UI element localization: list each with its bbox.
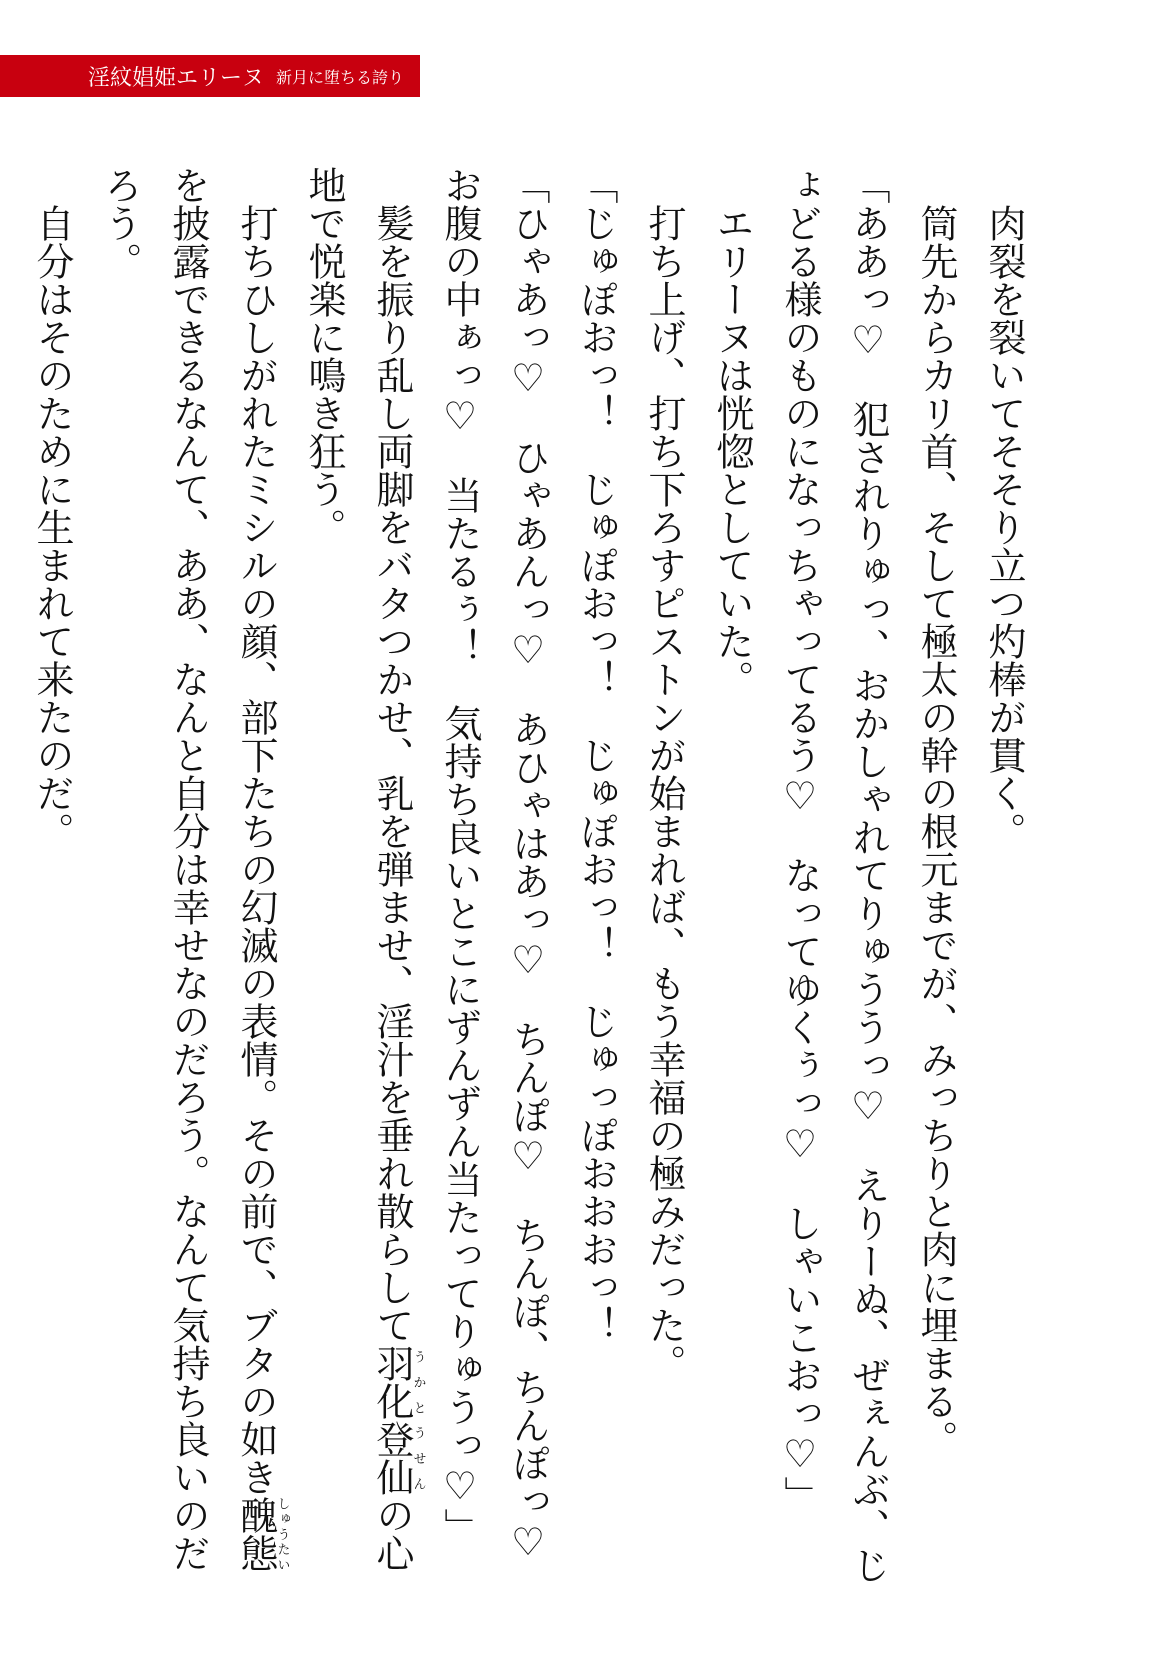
paragraph-text: 打ちひしがれたミシルの顔、部下たちの幻滅の表情。その前で、ブタの如き xyxy=(234,204,278,1496)
ruby-reading: うかとうせん xyxy=(410,1344,426,1496)
dialogue-paragraph: 「ああっ♡ 犯されりゅっ、おかしゃれてりゅううっ♡ えりーぬ、ぜぇんぶ、じょどる様のものになっちゃってるう♡ なってゆくぅっ♡ しゃいこおっ♡」 xyxy=(778,166,890,1584)
paragraph-text: の心地で悦楽に鳴き狂う。 xyxy=(302,166,414,1572)
book-title: 淫紋娼姫エリーヌ xyxy=(88,65,265,91)
paragraph-text: 髪を振り乱し両脚をバタつかせ、乳を弾ませ、淫汁を垂れ散らして xyxy=(370,204,414,1344)
book-subtitle: 新月に堕ちる誇り xyxy=(276,67,405,87)
dialogue-paragraph: 「ひゃあっ♡ ひゃあんっ♡ あひゃはあっ♡ ちんぽ♡ ちんぽ、ちんぽっ♡ お腹の中ぁっ♡ 当たるぅ！ 気持ち良いとこにずんずん当たってりゅうっ♡」 xyxy=(438,166,550,1602)
paragraph: 自分はそのために生まれて来たのだ。 xyxy=(30,204,74,850)
vertical-text-body xyxy=(18,166,1038,1606)
dialogue-paragraph: 「じゅぽおっ！ じゅぽおっ！ じゅぽおっ！ じゅっぽおおおっ！ xyxy=(574,166,618,1344)
ruby-base: 羽化登仙 xyxy=(370,1344,414,1496)
running-header xyxy=(0,55,420,97)
paragraph: 肉裂を裂いてそそり立つ灼棒が貫く。 xyxy=(982,204,1026,850)
ruby-base: 醜態 xyxy=(234,1496,278,1572)
paragraph: 打ち上げ、打ち下ろすピストンが始まれば、もう幸福の極みだった。 xyxy=(642,204,686,1382)
ruby-annotation xyxy=(234,1496,290,1572)
paragraph-with-ruby xyxy=(86,166,290,1606)
paragraph: エリーヌは恍惚としていた。 xyxy=(710,204,754,698)
ruby-annotation xyxy=(370,1344,426,1496)
ruby-reading: しゅうたい xyxy=(274,1496,290,1572)
paragraph-text: を披露できるなんて、ああ、なんと自分は幸せなのだろう。なんて気持ち良いのだろう。 xyxy=(98,166,210,1572)
paragraph: 筒先からカリ首、そして極太の幹の根元までが、みっちりと肉に埋まる。 xyxy=(914,204,958,1458)
paragraph-with-ruby xyxy=(290,166,426,1606)
